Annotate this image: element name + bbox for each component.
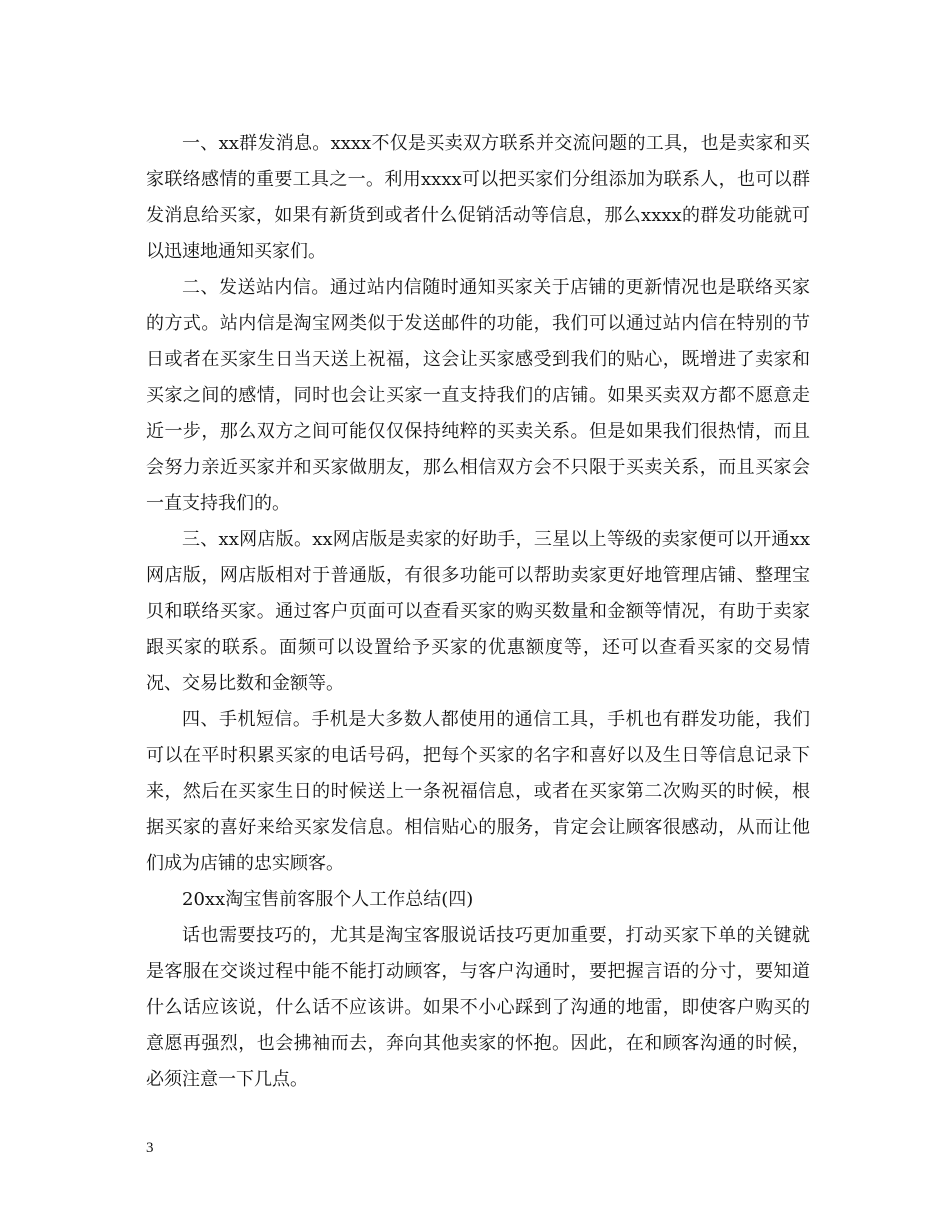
paragraph-online-store-edition: 三、xx网店版。xx网店版是卖家的好助手，三星以上等级的卖家便可以开通xx网店版，网店版相对于普通版，有很多功能可以帮助卖家更好地管理店铺、整理宝贝和联络买家。通过客户页面可以查看买家的购买数量和金额等情况，有助于卖家跟买家的联系。面频可以设置给予买家的优惠额度等，还可以查看买家的交易情况、交易比数和金额等。 xyxy=(146,529,810,694)
paragraph-site-message: 二、发送站内信。通过站内信随时通知买家关于店铺的更新情况也是联络买家的方式。站内信是淘宝网类似于发送邮件的功能，我们可以通过站内信在特别的节日或者在买家生日当天送上祝福，这会让买家感受到我们的贴心，既增进了卖家和买家之间的感情，同时也会让买家一直支持我们的店铺。如果买卖双方都不愿意走近一步，那么双方之间可能仅仅保持纯粹的买卖关系。但是如果我们很热情，而且会努力亲近买家并和买家做朋友，那么相信双方会不只限于买卖关系，而且买家会一直支持我们的。 xyxy=(146,277,810,514)
paragraph-mobile-sms: 四、手机短信。手机是大多数人都使用的通信工具，手机也有群发功能，我们可以在平时积累买家的电话号码，把每个买家的名字和喜好以及生日等信息记录下来，然后在买家生日的时候送上一条祝福信息，或者在买家第二次购买的时候，根据买家的喜好来给买家发信息。相信贴心的服务，肯定会让顾客很感动，从而让他们成为店铺的忠实顾客。 xyxy=(146,709,810,874)
paragraph-xx-group-message: 一、xx群发消息。xxxx不仅是买卖双方联系并交流问题的工具，也是卖家和买家联络感情的重要工具之一。利用xxxx可以把买家们分组添加为联系人，也可以群发消息给买家，如果有新货到或者什么促销活动等信息，那么xxxx的群发功能就可以迅速地通知买家们。 xyxy=(146,133,810,262)
section-heading: 20xx淘宝售前客服个人工作总结(四) xyxy=(182,889,474,910)
page-number: 3 xyxy=(146,1140,154,1156)
document-body xyxy=(146,126,810,1098)
paragraph-communication-skills: 话也需要技巧的，尤其是淘宝客服说话技巧更加重要，打动买家下单的关键就是客服在交谈过程中能不能打动顾客，与客户沟通时，要把握言语的分寸，要知道什么话应该说，什么话不应该讲。如果不小心踩到了沟通的地雷，即使客户购买的意愿再强烈，也会拂袖而去，奔向其他卖家的怀抱。因此，在和顾客沟通的时候，必须注意一下几点。 xyxy=(146,925,810,1090)
